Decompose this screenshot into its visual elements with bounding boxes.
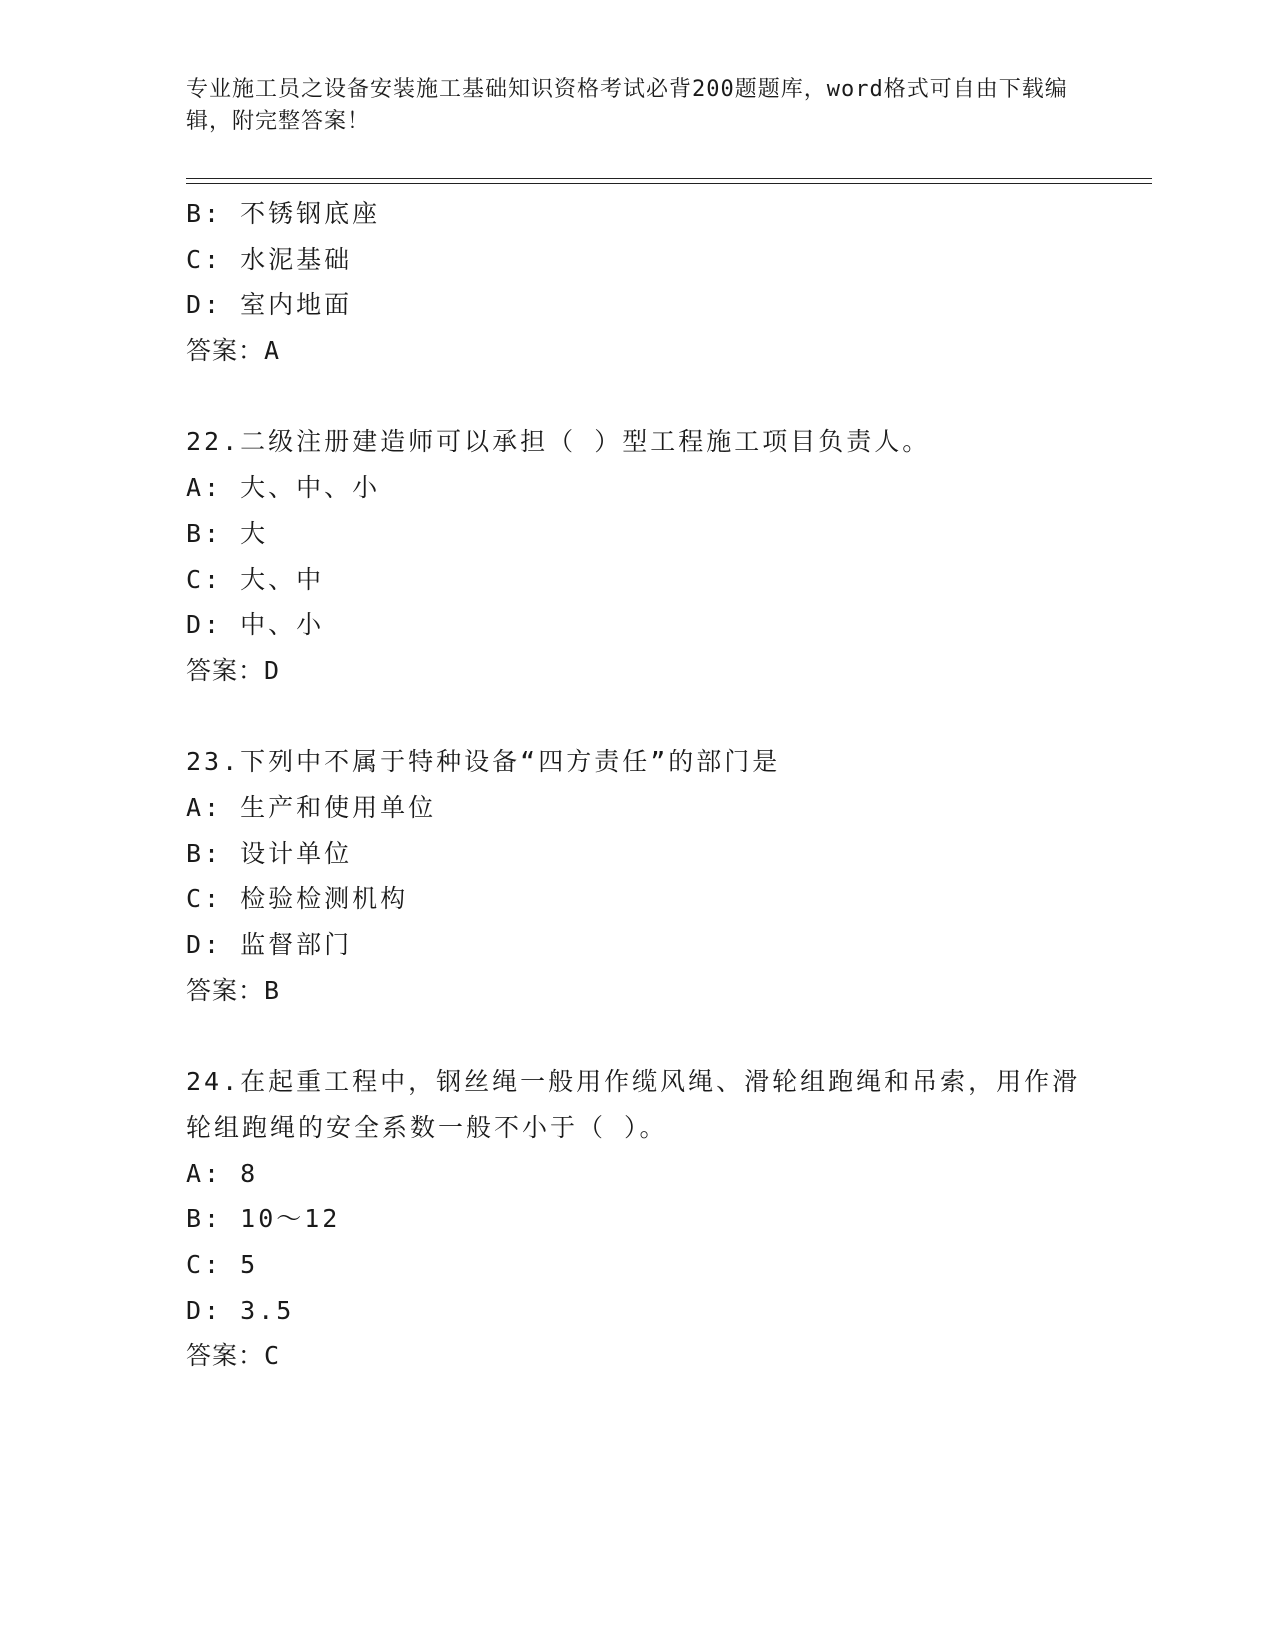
- spacer: [186, 694, 1086, 740]
- option-d: D: 监督部门: [186, 930, 353, 960]
- option-d: D: 中、小: [186, 610, 325, 640]
- spacer: [186, 374, 1086, 420]
- answer: 答案：D: [186, 655, 281, 685]
- option-a: A: 大、中、小: [186, 473, 381, 503]
- answer: 答案：C: [186, 1341, 281, 1371]
- option-b: B: 设计单位: [186, 838, 353, 868]
- spacer: [186, 1013, 1086, 1059]
- document-header: 专业施工员之设备安装施工基础知识资格考试必背200题题库，word格式可自由下载编辑，附完整答案！: [186, 77, 1068, 134]
- question-stem: 22.二级注册建造师可以承担（ ）型工程施工项目负责人。: [186, 427, 931, 457]
- option-a: A: 生产和使用单位: [186, 792, 437, 822]
- answer: 答案：A: [186, 336, 281, 366]
- header-divider-top: [186, 178, 1152, 179]
- option-c: C: 检验检测机构: [186, 884, 409, 914]
- question-stem: 24.在起重工程中，钢丝绳一般用作缆风绳、滑轮组跑绳和吊索，用作滑轮组跑绳的安全系数一般不小于（ ）。: [186, 1067, 1081, 1142]
- question-23: [186, 739, 1086, 1013]
- option-b: B: 10～12: [186, 1204, 341, 1234]
- question-stem: 23.下列中不属于特种设备“四方责任”的部门是: [186, 747, 781, 777]
- option-b: B: 大: [186, 518, 269, 548]
- question-22: [186, 419, 1086, 693]
- option-c: C: 水泥基础: [186, 244, 353, 274]
- option-c: C: 5: [186, 1249, 259, 1279]
- option-c: C: 大、中: [186, 564, 325, 594]
- header-divider-bottom: [186, 183, 1152, 184]
- prev-question-block: [186, 191, 1086, 374]
- option-a: A: 8: [186, 1158, 259, 1188]
- option-d: D: 室内地面: [186, 290, 353, 320]
- answer: 答案：B: [186, 975, 281, 1005]
- question-24: [186, 1059, 1086, 1379]
- option-d: D: 3.5: [186, 1295, 295, 1325]
- question-content: [186, 191, 1086, 1379]
- option-b: B: 不锈钢底座: [186, 199, 381, 228]
